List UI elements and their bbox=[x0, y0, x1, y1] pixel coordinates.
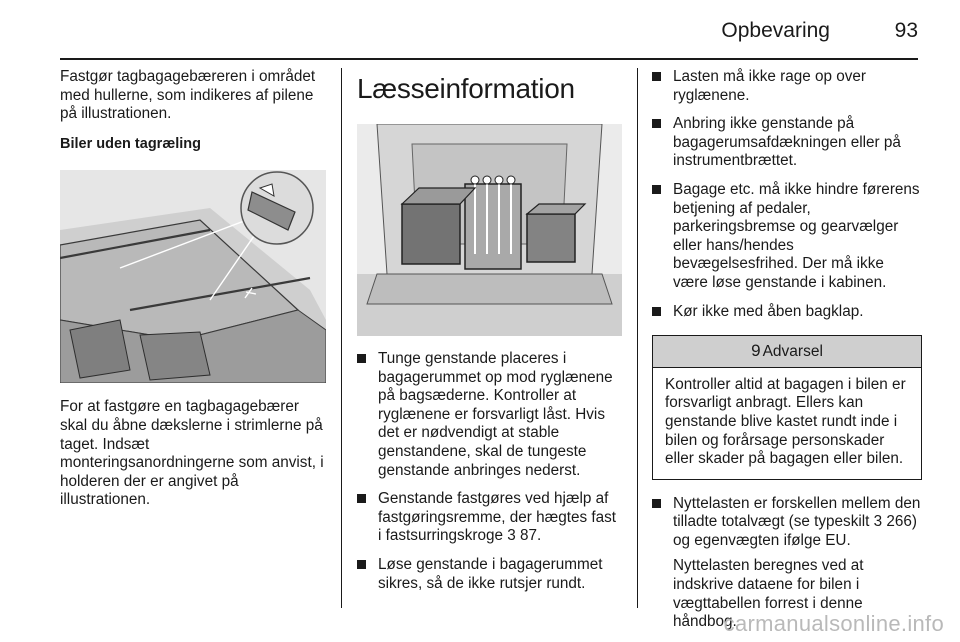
bullet-square-icon bbox=[652, 307, 661, 316]
warning-icon: 9 bbox=[751, 341, 761, 361]
left-column bbox=[60, 68, 326, 521]
loading-bullets bbox=[357, 350, 622, 593]
middle-column bbox=[357, 68, 622, 603]
payload-definition: Nyttelasten er forskellen mellem den tilladte totalvægt (se typeskilt 3 266) og egenvægten ifølge EU. bbox=[673, 494, 921, 549]
bullet-square-icon bbox=[357, 560, 366, 569]
payload-calculation: Nyttelasten beregnes ved at indskrive dataene for bilen i vægttabellen forrest i denne håndbog. bbox=[673, 557, 864, 631]
bullet-square-icon bbox=[652, 72, 661, 81]
header-rule bbox=[60, 58, 918, 60]
list-item: Kør ikke med åben bagklap. bbox=[652, 303, 922, 322]
list-item: Anbring ikke genstande på bagagerumsafdækningen eller på instrumentbrættet. bbox=[652, 115, 922, 171]
roof-intro-text: Fastgør tagbagagebæreren i området med hullerne, som indikeres af pilene på illustrationen. bbox=[60, 68, 316, 123]
roof-rack-illustration bbox=[60, 170, 326, 383]
section-title: Læsseinformation bbox=[357, 73, 575, 104]
column-divider-1 bbox=[341, 68, 342, 608]
bullet-square-icon bbox=[652, 499, 661, 508]
bullet-square-icon bbox=[357, 494, 366, 503]
subheading-no-roof-rails: Biler uden tagræling bbox=[60, 135, 201, 152]
warning-text: Kontroller altid at bagagen i bilen er forsvarligt anbragt. Ellers kan genstande blive kastet rundt inde i bilen og forårsage personskader eller skader på bagagen eller bilen. bbox=[665, 375, 906, 468]
list-item: Lasten må ikke rage op over ryglænene. bbox=[652, 68, 922, 105]
list-item: Genstande fastgøres ved hjælp af fastgøringsremme, der hægtes fast i fastsurringskroge 3 87. bbox=[357, 490, 622, 546]
list-item: Bagage etc. må ikke hindre førerens betjening af pedaler, parkeringsbremse og gearvælger eller hans/hendes bevægelsesfrihed. Der må ikke være løse genstande i kabinen. bbox=[652, 181, 922, 293]
cargo-loading-illustration bbox=[357, 124, 622, 336]
loading-rules-bullets bbox=[652, 68, 922, 321]
right-column bbox=[652, 68, 922, 642]
chapter-title: Opbevaring bbox=[721, 19, 830, 42]
bullet-square-icon bbox=[357, 354, 366, 363]
page-header bbox=[60, 0, 918, 62]
page-number: 93 bbox=[894, 19, 918, 42]
list-item: Løse genstande i bagagerummet sikres, så de ikke rutsjer rundt. bbox=[357, 556, 622, 593]
bullet-square-icon bbox=[652, 185, 661, 194]
warning-header bbox=[653, 336, 921, 368]
roof-mounting-text: For at fastgøre en tagbagagebærer skal du åbne dækslerne i strimlerne på taget. Indsæt monteringsanordningerne som anvist, i holderen der er angivet på illustrationen. bbox=[60, 398, 324, 509]
bullet-square-icon bbox=[652, 119, 661, 128]
column-divider-2 bbox=[637, 68, 638, 608]
warning-box bbox=[652, 335, 922, 480]
watermark: carmanualsonline.info bbox=[723, 611, 944, 636]
warning-title: Advarsel bbox=[762, 343, 823, 361]
list-item: Tunge genstande placeres i bagagerummet op mod ryglænene på bagsæderne. Kontroller at ryglænene er forsvarligt låst. Hvis det er nødvendigt at stable genstandene, skal de tungeste genstande anbringes nederst. bbox=[357, 350, 622, 480]
